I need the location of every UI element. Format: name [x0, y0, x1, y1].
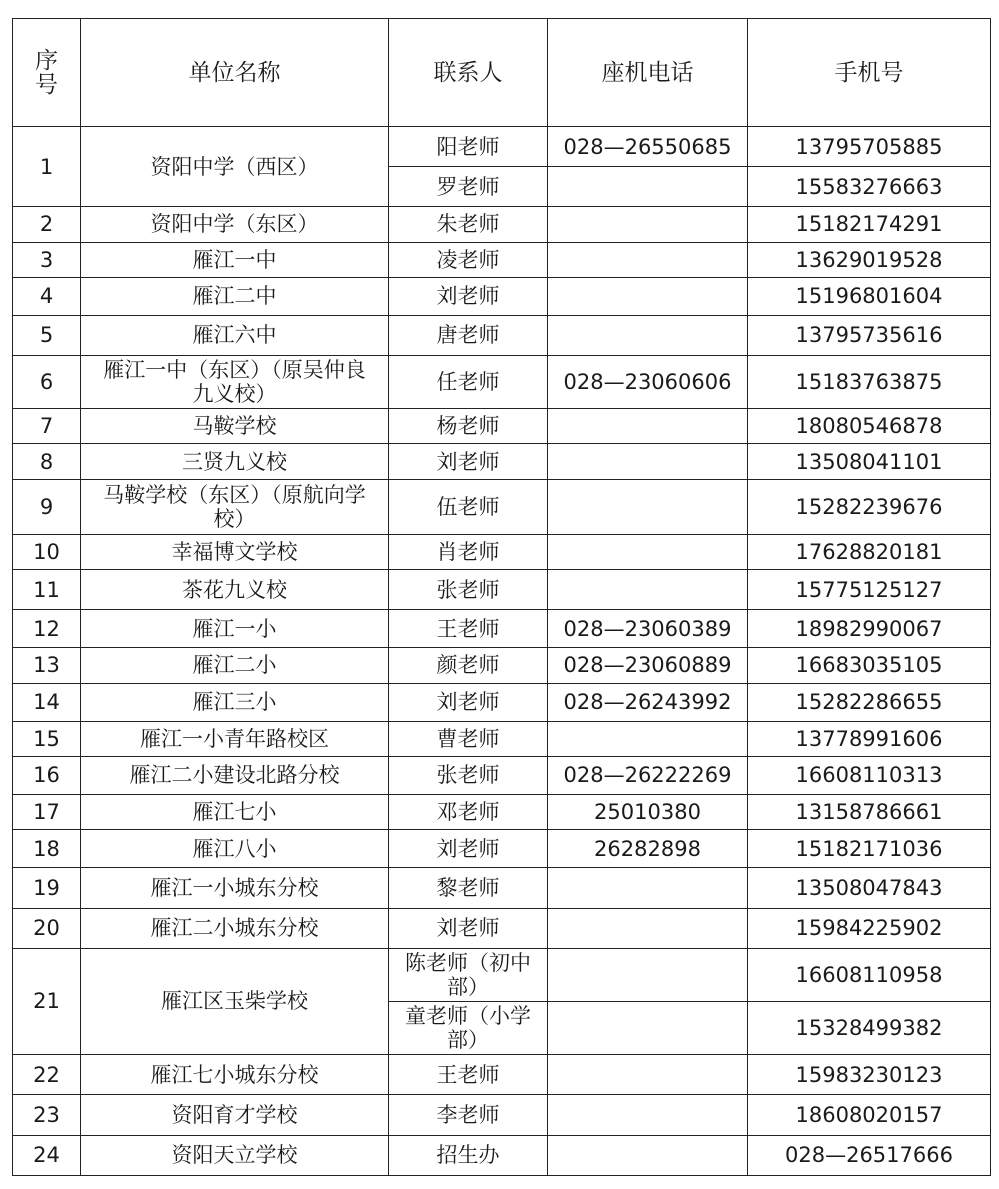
row-mobile: 13629019528 — [748, 242, 991, 277]
row-seq: 21 — [13, 948, 81, 1055]
row-contact — [389, 830, 548, 868]
row-seq: 8 — [13, 444, 81, 479]
row-landline — [548, 1135, 748, 1175]
row-landline — [548, 1001, 748, 1054]
row-seq: 14 — [13, 683, 81, 721]
contact-text: 伍老师 — [436, 494, 500, 519]
unit-name-text: 雁江七小城东分校 — [150, 1062, 319, 1087]
table-row — [13, 683, 991, 721]
table-body — [13, 127, 991, 1176]
unit-name-text: 资阳天立学校 — [171, 1143, 298, 1168]
row-mobile: 028—26517666 — [748, 1135, 991, 1175]
row-mobile: 15182171036 — [748, 830, 991, 868]
table-row — [13, 1095, 991, 1135]
unit-name-text: 资阳中学（西区） — [150, 154, 319, 179]
row-landline — [548, 1095, 748, 1135]
row-seq: 17 — [13, 795, 81, 830]
row-landline: 26282898 — [548, 830, 748, 868]
row-landline: 028—23060389 — [548, 610, 748, 648]
row-seq: 22 — [13, 1055, 81, 1095]
row-landline: 028—23060889 — [548, 648, 748, 683]
unit-name-text: 雁江二小建设北路分校 — [129, 763, 340, 788]
row-mobile: 15182174291 — [748, 207, 991, 242]
unit-name-text: 雁江一小城东分校 — [150, 875, 319, 900]
row-contact — [389, 756, 548, 794]
table-row — [13, 356, 991, 409]
contact-text: 张老师 — [436, 577, 500, 602]
row-seq: 16 — [13, 756, 81, 794]
row-unit-name — [81, 756, 389, 794]
row-contact — [389, 648, 548, 683]
contact-text: 刘老师 — [436, 284, 500, 309]
unit-name-text: 资阳中学（东区） — [150, 212, 319, 237]
row-mobile: 13778991606 — [748, 721, 991, 756]
contact-text: 刘老师 — [436, 690, 500, 715]
row-unit-name — [81, 277, 389, 315]
header-unit-name: 单位名称 — [81, 19, 389, 127]
row-contact — [389, 683, 548, 721]
table-row — [13, 479, 991, 534]
row-unit-name — [81, 127, 389, 207]
row-contact — [389, 444, 548, 479]
row-unit-name — [81, 315, 389, 355]
table-row — [13, 795, 991, 830]
unit-name-text: 马鞍学校（东区）（原航向学校） — [103, 482, 366, 531]
row-seq: 1 — [13, 127, 81, 207]
row-landline — [548, 534, 748, 569]
row-mobile: 18608020157 — [748, 1095, 991, 1135]
row-unit-name — [81, 534, 389, 569]
row-landline — [548, 167, 748, 207]
header-mobile: 手机号 — [748, 19, 991, 127]
row-seq: 6 — [13, 356, 81, 409]
row-mobile: 13795705885 — [748, 127, 991, 167]
row-unit-name — [81, 868, 389, 908]
row-unit-name — [81, 479, 389, 534]
header-row — [13, 19, 991, 127]
row-unit-name — [81, 356, 389, 409]
row-contact — [389, 948, 548, 1001]
row-contact — [389, 868, 548, 908]
row-landline: 028—26222269 — [548, 756, 748, 794]
table-row — [13, 610, 991, 648]
row-landline: 028—26243992 — [548, 683, 748, 721]
unit-name-text: 雁江八小 — [192, 836, 277, 861]
header-seq: 序号 — [13, 19, 81, 127]
unit-name-text: 资阳育才学校 — [171, 1103, 298, 1128]
row-unit-name — [81, 1055, 389, 1095]
contact-text: 刘老师 — [436, 449, 500, 474]
row-unit-name — [81, 570, 389, 610]
table-row — [13, 868, 991, 908]
table-row — [13, 277, 991, 315]
row-seq: 15 — [13, 721, 81, 756]
contact-text: 王老师 — [436, 616, 500, 641]
table-row — [13, 127, 991, 167]
row-contact — [389, 610, 548, 648]
row-contact — [389, 721, 548, 756]
row-unit-name — [81, 610, 389, 648]
table-row — [13, 1135, 991, 1175]
row-mobile: 13795735616 — [748, 315, 991, 355]
row-seq: 23 — [13, 1095, 81, 1135]
header-landline: 座机电话 — [548, 19, 748, 127]
row-contact — [389, 1001, 548, 1054]
table-row — [13, 207, 991, 242]
unit-name-text: 三贤九义校 — [182, 449, 287, 474]
row-seq: 7 — [13, 409, 81, 444]
table-row — [13, 830, 991, 868]
contact-text: 陈老师（初中部） — [405, 950, 531, 999]
contact-text: 杨老师 — [436, 414, 500, 439]
unit-name-text: 雁江七小 — [192, 800, 277, 825]
row-mobile: 13508041101 — [748, 444, 991, 479]
row-contact — [389, 1055, 548, 1095]
contact-text: 凌老师 — [436, 247, 500, 272]
contact-text: 阳老师 — [436, 134, 500, 159]
row-unit-name — [81, 207, 389, 242]
contact-text: 曹老师 — [436, 726, 500, 751]
unit-name-text: 雁江二小城东分校 — [150, 916, 319, 941]
row-seq: 4 — [13, 277, 81, 315]
header-contact: 联系人 — [389, 19, 548, 127]
row-mobile: 18982990067 — [748, 610, 991, 648]
row-unit-name — [81, 444, 389, 479]
unit-name-text: 茶花九义校 — [182, 577, 287, 602]
table-row — [13, 444, 991, 479]
row-contact — [389, 277, 548, 315]
table-row — [13, 242, 991, 277]
row-seq: 5 — [13, 315, 81, 355]
row-landline — [548, 948, 748, 1001]
row-mobile: 13158786661 — [748, 795, 991, 830]
row-landline — [548, 1055, 748, 1095]
contact-text: 邓老师 — [436, 800, 500, 825]
row-mobile: 15196801604 — [748, 277, 991, 315]
row-mobile: 15983230123 — [748, 1055, 991, 1095]
row-landline — [548, 315, 748, 355]
unit-name-text: 雁江二中 — [192, 284, 277, 309]
row-landline — [548, 908, 748, 948]
unit-name-text: 雁江一小青年路校区 — [140, 726, 329, 751]
row-landline — [548, 479, 748, 534]
table-row — [13, 1055, 991, 1095]
row-unit-name — [81, 683, 389, 721]
contact-text: 张老师 — [436, 763, 500, 788]
row-contact — [389, 1135, 548, 1175]
row-landline — [548, 570, 748, 610]
row-landline — [548, 868, 748, 908]
unit-name-text: 雁江一小 — [192, 616, 277, 641]
contact-text: 朱老师 — [436, 212, 500, 237]
row-landline — [548, 207, 748, 242]
row-mobile: 17628820181 — [748, 534, 991, 569]
row-landline — [548, 721, 748, 756]
unit-name-text: 雁江六中 — [192, 323, 277, 348]
row-unit-name — [81, 830, 389, 868]
row-contact — [389, 908, 548, 948]
row-contact — [389, 242, 548, 277]
contact-text: 罗老师 — [436, 174, 500, 199]
row-seq: 9 — [13, 479, 81, 534]
row-mobile: 15183763875 — [748, 356, 991, 409]
unit-name-text: 雁江一中（东区）（原吴仲良九义校） — [103, 358, 366, 407]
row-landline: 028—23060606 — [548, 356, 748, 409]
contact-text: 刘老师 — [436, 916, 500, 941]
unit-name-text: 雁江二小 — [192, 653, 277, 678]
row-mobile: 16608110958 — [748, 948, 991, 1001]
row-contact — [389, 1095, 548, 1135]
contact-text: 唐老师 — [436, 323, 500, 348]
contact-text: 李老师 — [436, 1103, 500, 1128]
row-seq: 10 — [13, 534, 81, 569]
row-mobile: 16608110313 — [748, 756, 991, 794]
row-seq: 19 — [13, 868, 81, 908]
row-unit-name — [81, 242, 389, 277]
row-seq: 12 — [13, 610, 81, 648]
row-mobile: 15328499382 — [748, 1001, 991, 1054]
row-seq: 13 — [13, 648, 81, 683]
row-mobile: 15282286655 — [748, 683, 991, 721]
unit-name-text: 幸福博文学校 — [171, 539, 298, 564]
contact-text: 肖老师 — [436, 539, 500, 564]
unit-name-text: 雁江一中 — [192, 247, 277, 272]
row-landline: 25010380 — [548, 795, 748, 830]
row-contact — [389, 479, 548, 534]
row-mobile: 16683035105 — [748, 648, 991, 683]
row-unit-name — [81, 948, 389, 1055]
row-seq: 3 — [13, 242, 81, 277]
unit-name-text: 雁江三小 — [192, 690, 277, 715]
row-mobile: 15984225902 — [748, 908, 991, 948]
table-row — [13, 721, 991, 756]
row-landline: 028—26550685 — [548, 127, 748, 167]
contact-text: 颜老师 — [436, 653, 500, 678]
row-landline — [548, 242, 748, 277]
contact-text: 王老师 — [436, 1062, 500, 1087]
table-row — [13, 648, 991, 683]
row-seq: 2 — [13, 207, 81, 242]
row-contact — [389, 167, 548, 207]
row-contact — [389, 570, 548, 610]
row-landline — [548, 277, 748, 315]
unit-name-text: 雁江区玉柴学校 — [161, 989, 308, 1014]
contact-text: 黎老师 — [436, 875, 500, 900]
row-unit-name — [81, 409, 389, 444]
table-row — [13, 409, 991, 444]
row-mobile: 13508047843 — [748, 868, 991, 908]
row-landline — [548, 444, 748, 479]
table-row — [13, 908, 991, 948]
row-unit-name — [81, 1135, 389, 1175]
row-contact — [389, 315, 548, 355]
row-landline — [548, 409, 748, 444]
row-contact — [389, 207, 548, 242]
row-seq: 24 — [13, 1135, 81, 1175]
unit-name-text: 马鞍学校 — [192, 414, 277, 439]
row-contact — [389, 795, 548, 830]
row-mobile: 18080546878 — [748, 409, 991, 444]
row-seq: 11 — [13, 570, 81, 610]
row-mobile: 15775125127 — [748, 570, 991, 610]
row-contact — [389, 409, 548, 444]
row-contact — [389, 534, 548, 569]
row-mobile: 15282239676 — [748, 479, 991, 534]
table-row — [13, 756, 991, 794]
contact-text: 任老师 — [436, 370, 500, 395]
row-seq: 18 — [13, 830, 81, 868]
row-seq: 20 — [13, 908, 81, 948]
school-contact-table — [12, 18, 991, 1176]
table-row — [13, 534, 991, 569]
table-row — [13, 570, 991, 610]
row-unit-name — [81, 795, 389, 830]
row-unit-name — [81, 721, 389, 756]
row-unit-name — [81, 648, 389, 683]
row-contact — [389, 356, 548, 409]
row-unit-name — [81, 1095, 389, 1135]
table-row — [13, 948, 991, 1001]
contact-text: 招生办 — [436, 1143, 500, 1168]
contact-text: 刘老师 — [436, 836, 500, 861]
row-mobile: 15583276663 — [748, 167, 991, 207]
table-row — [13, 315, 991, 355]
contact-text: 童老师（小学部） — [405, 1004, 531, 1053]
row-unit-name — [81, 908, 389, 948]
row-contact — [389, 127, 548, 167]
